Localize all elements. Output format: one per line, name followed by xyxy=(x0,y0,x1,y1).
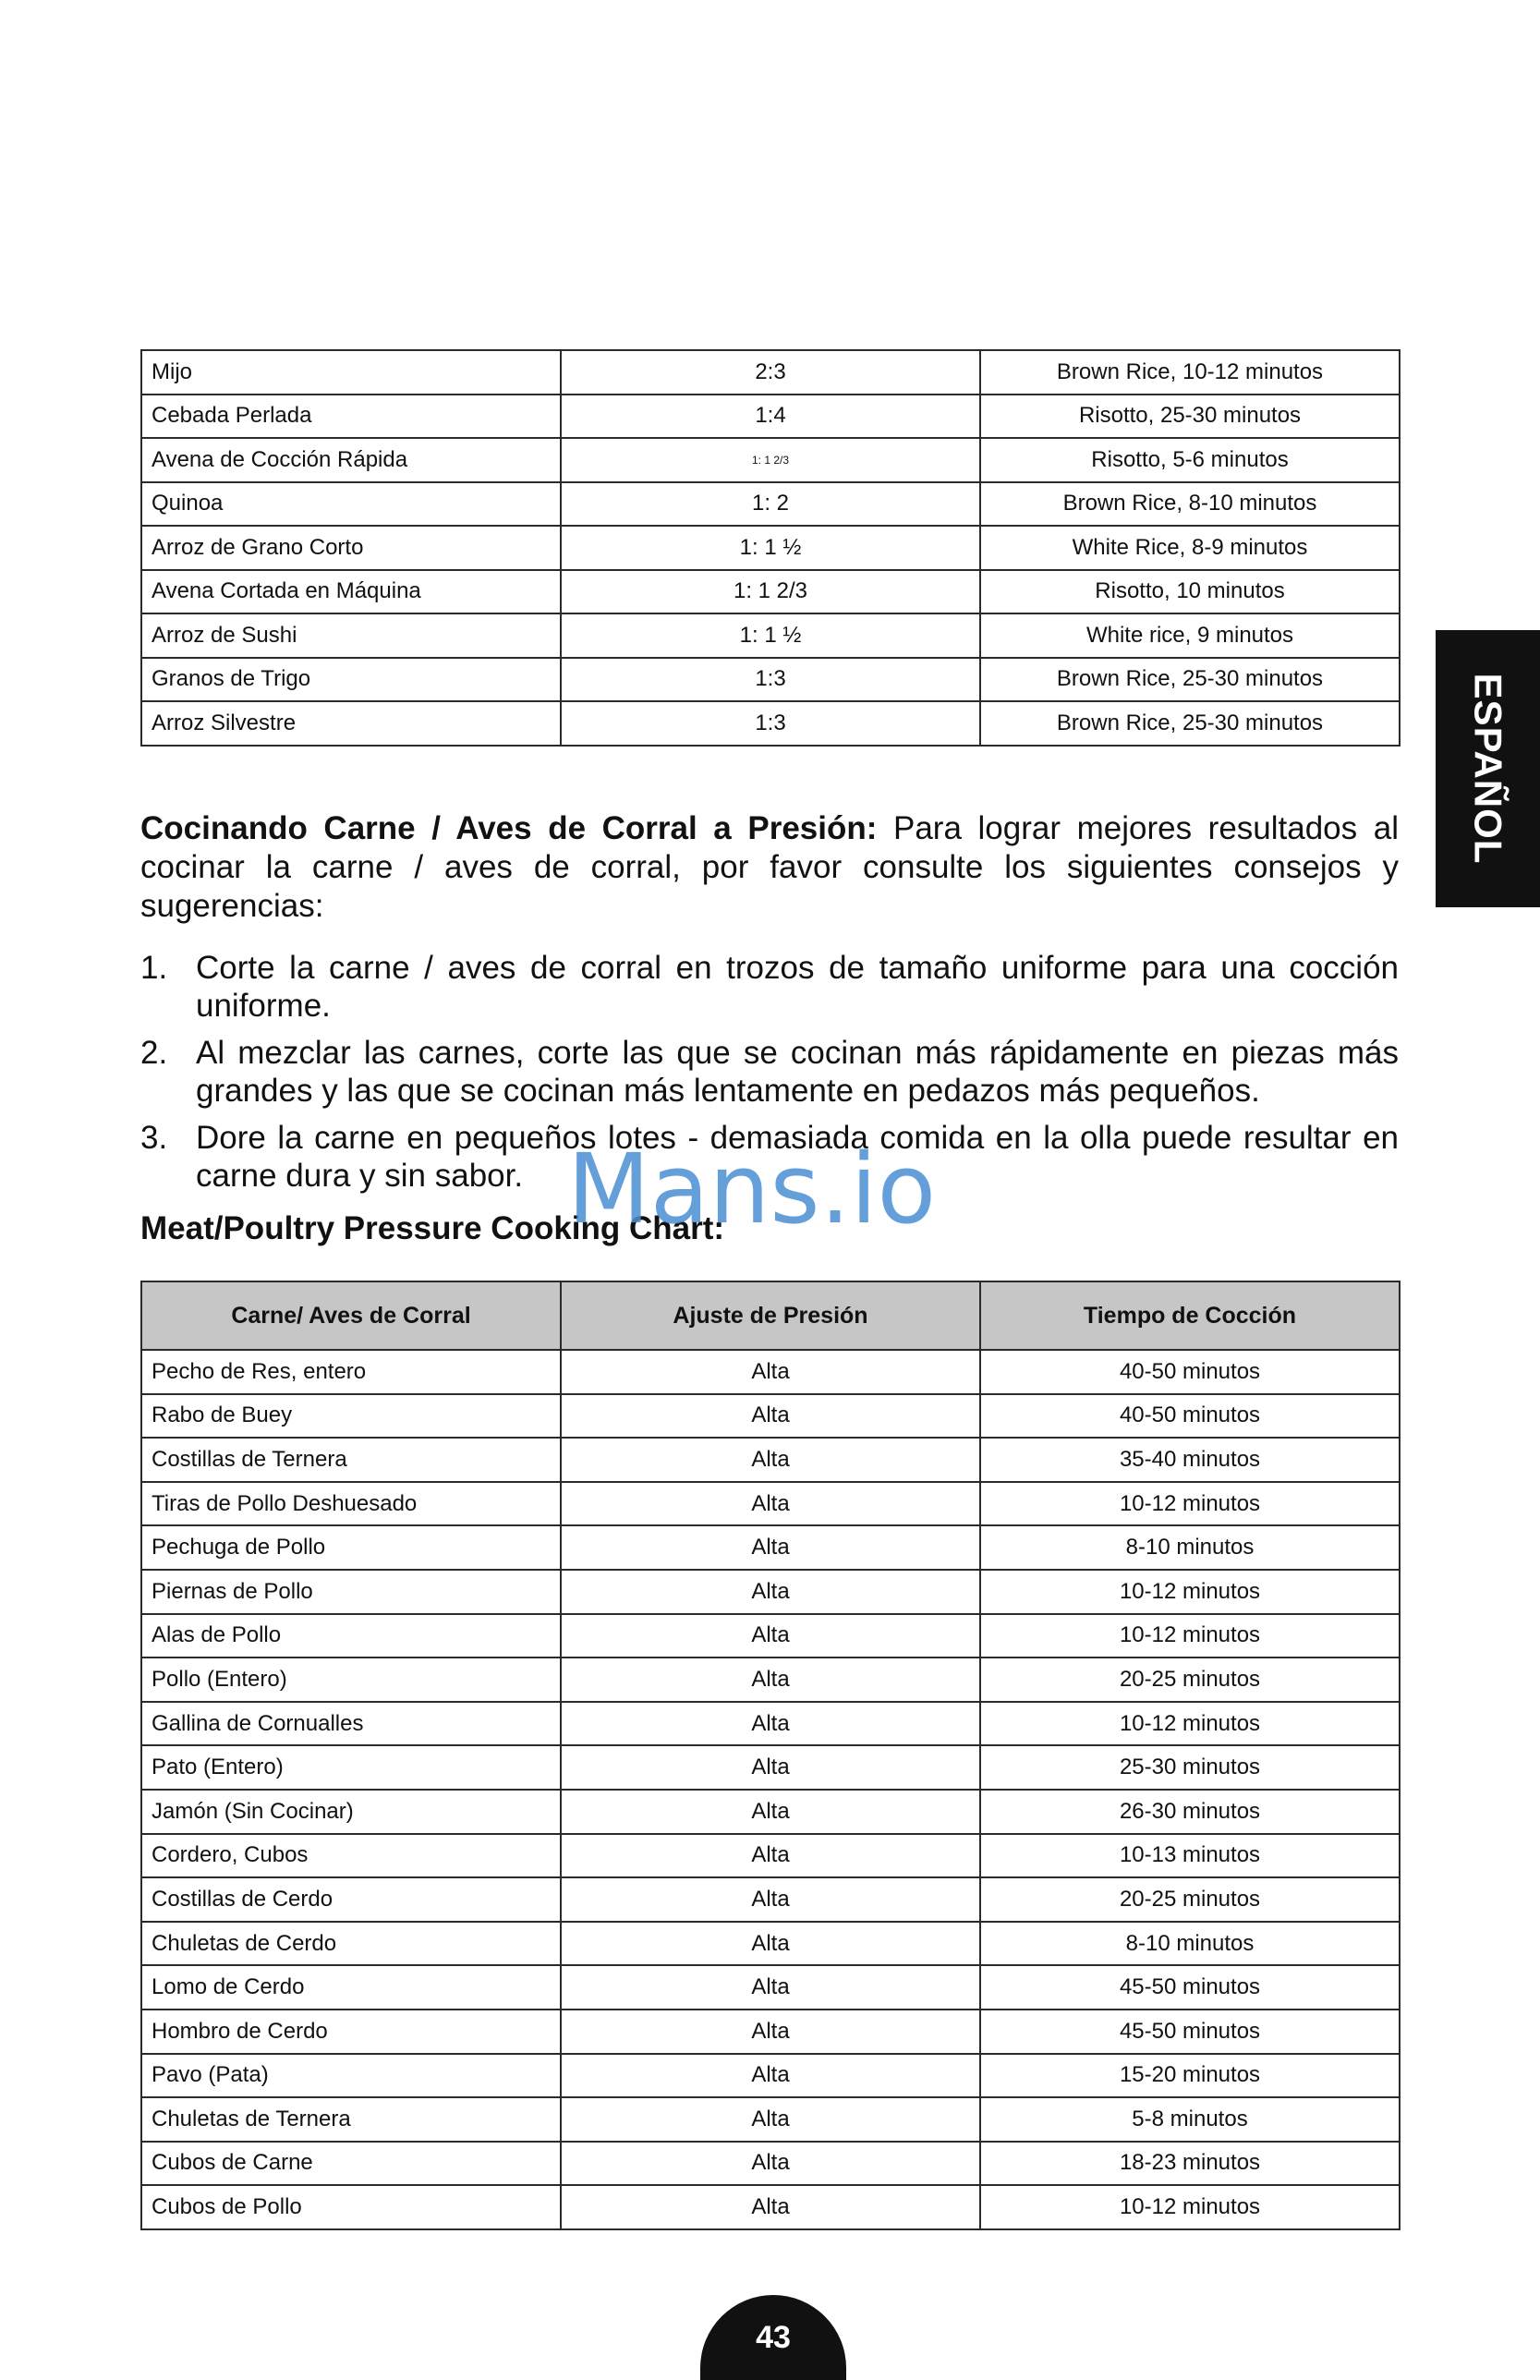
table-cell: 2:3 xyxy=(561,350,980,395)
table-cell: Alta xyxy=(561,1350,980,1394)
table-cell: 1:4 xyxy=(561,395,980,439)
table-cell: Tiras de Pollo Deshuesado xyxy=(141,1482,561,1526)
table-cell: 10-12 minutos xyxy=(980,1482,1400,1526)
table-row xyxy=(141,2054,1400,2098)
table-cell: Alta xyxy=(561,2097,980,2142)
list-item-number: 2. xyxy=(140,1035,168,1071)
table-cell: 40-50 minutos xyxy=(980,1350,1400,1394)
meat-intro-text: Para lograr mejores resultados al cocinar la carne / aves de corral, por favor consulte los siguientes consejos y sugerencias: xyxy=(140,810,1399,924)
table-row xyxy=(141,1438,1400,1482)
table-row xyxy=(141,1834,1400,1878)
table-cell: Cordero, Cubos xyxy=(141,1834,561,1878)
table-cell: Alta xyxy=(561,1922,980,1966)
table-header-row xyxy=(141,1281,1400,1350)
table-cell: 20-25 minutos xyxy=(980,1658,1400,1702)
table-row xyxy=(141,570,1400,614)
meat-intro-paragraph xyxy=(140,809,1399,926)
table-cell: 1: 2 xyxy=(561,482,980,527)
table-cell: Alta xyxy=(561,1394,980,1439)
table-cell: Costillas de Ternera xyxy=(141,1438,561,1482)
table-cell: 10-13 minutos xyxy=(980,1834,1400,1878)
table-cell: Lomo de Cerdo xyxy=(141,1965,561,2010)
table-cell: Pavo (Pata) xyxy=(141,2054,561,2098)
table-row xyxy=(141,1745,1400,1790)
table-cell: Pato (Entero) xyxy=(141,1745,561,1790)
table-cell: 1:3 xyxy=(561,701,980,746)
table-row xyxy=(141,350,1400,395)
table-cell: 8-10 minutos xyxy=(980,1922,1400,1966)
table-cell: 5-8 minutos xyxy=(980,2097,1400,2142)
table-cell: 35-40 minutos xyxy=(980,1438,1400,1482)
table-cell: Alta xyxy=(561,1482,980,1526)
table-cell: Risotto, 5-6 minutos xyxy=(980,438,1400,482)
table-cell: 20-25 minutos xyxy=(980,1877,1400,1922)
table-row xyxy=(141,1482,1400,1526)
table-cell: 10-12 minutos xyxy=(980,1570,1400,1614)
table-row xyxy=(141,2185,1400,2229)
table-cell: Alta xyxy=(561,1570,980,1614)
table-cell: 45-50 minutos xyxy=(980,1965,1400,2010)
table-row xyxy=(141,1658,1400,1702)
table-cell: Arroz Silvestre xyxy=(141,701,561,746)
table-cell: Alta xyxy=(561,1525,980,1570)
table-cell: Alta xyxy=(561,2010,980,2054)
table-cell: 15-20 minutos xyxy=(980,2054,1400,2098)
table-cell: Arroz de Sushi xyxy=(141,613,561,658)
header-pressure-setting: Ajuste de Presión xyxy=(561,1281,980,1350)
table-cell: Alta xyxy=(561,1438,980,1482)
table-cell: Piernas de Pollo xyxy=(141,1570,561,1614)
table-cell: Alta xyxy=(561,1965,980,2010)
table-cell: 10-12 minutos xyxy=(980,1614,1400,1658)
header-meat: Carne/ Aves de Corral xyxy=(141,1281,561,1350)
list-item-number: 1. xyxy=(140,950,168,986)
table-cell: 40-50 minutos xyxy=(980,1394,1400,1439)
page-number-badge xyxy=(700,2295,846,2380)
table-cell: Brown Rice, 25-30 minutos xyxy=(980,701,1400,746)
table-cell: Gallina de Cornualles xyxy=(141,1702,561,1746)
table-row xyxy=(141,2142,1400,2186)
table-cell: Alta xyxy=(561,1790,980,1834)
meat-chart-title: Meat/Poultry Pressure Cooking Chart: xyxy=(140,1210,725,1246)
table-cell: Alas de Pollo xyxy=(141,1614,561,1658)
table-row xyxy=(141,1702,1400,1746)
table-cell: Alta xyxy=(561,1877,980,1922)
table-cell: Pollo (Entero) xyxy=(141,1658,561,1702)
table-cell: Hombro de Cerdo xyxy=(141,2010,561,2054)
page-number: 43 xyxy=(756,2319,791,2355)
table-cell: White Rice, 8-9 minutos xyxy=(980,526,1400,570)
meat-intro-heading: Cocinando Carne / Aves de Corral a Presión: xyxy=(140,810,878,846)
table-row xyxy=(141,1525,1400,1570)
list-item-text: Dore la carne en pequeños lotes - demasiada comida en la olla puede resultar en carne dura y sin sabor. xyxy=(196,1120,1399,1194)
table-row xyxy=(141,1614,1400,1658)
header-cooking-time: Tiempo de Cocción xyxy=(980,1281,1400,1350)
table-cell: 25-30 minutos xyxy=(980,1745,1400,1790)
table-row xyxy=(141,395,1400,439)
grains-ratio-table xyxy=(140,349,1401,747)
table-row xyxy=(141,438,1400,482)
table-row xyxy=(141,1790,1400,1834)
list-item xyxy=(140,949,1399,1025)
table-cell: Avena Cortada en Máquina xyxy=(141,570,561,614)
table-cell: 1:3 xyxy=(561,658,980,702)
table-cell: Mijo xyxy=(141,350,561,395)
table-cell: Brown Rice, 8-10 minutos xyxy=(980,482,1400,527)
language-tab-label: ESPAÑOL xyxy=(1466,673,1510,865)
table-cell: Avena de Cocción Rápida xyxy=(141,438,561,482)
table-cell: Quinoa xyxy=(141,482,561,527)
table-cell: Cebada Perlada xyxy=(141,395,561,439)
table-row xyxy=(141,701,1400,746)
table-row xyxy=(141,613,1400,658)
table-row xyxy=(141,658,1400,702)
table-cell: 18-23 minutos xyxy=(980,2142,1400,2186)
table-row xyxy=(141,2097,1400,2142)
table-row xyxy=(141,1570,1400,1614)
language-tab xyxy=(1436,630,1540,907)
meat-table-body xyxy=(141,1350,1400,2229)
table-cell: Chuletas de Ternera xyxy=(141,2097,561,2142)
table-cell: Jamón (Sin Cocinar) xyxy=(141,1790,561,1834)
table-row xyxy=(141,1965,1400,2010)
table-cell: Pecho de Res, entero xyxy=(141,1350,561,1394)
meat-poultry-cooking-table xyxy=(140,1281,1401,2230)
table-row xyxy=(141,1394,1400,1439)
grains-table-body xyxy=(141,350,1400,746)
table-cell: 8-10 minutos xyxy=(980,1525,1400,1570)
list-item-text: Corte la carne / aves de corral en trozos de tamaño uniforme para una cocción uniforme. xyxy=(196,950,1399,1024)
table-cell: 26-30 minutos xyxy=(980,1790,1400,1834)
table-cell: Alta xyxy=(561,2142,980,2186)
list-item-number: 3. xyxy=(140,1120,168,1156)
table-cell: Cubos de Carne xyxy=(141,2142,561,2186)
table-cell: Risotto, 25-30 minutos xyxy=(980,395,1400,439)
table-cell: Cubos de Pollo xyxy=(141,2185,561,2229)
table-cell: Alta xyxy=(561,1745,980,1790)
table-row xyxy=(141,526,1400,570)
table-cell: 1: 1 ½ xyxy=(561,526,980,570)
table-cell: Chuletas de Cerdo xyxy=(141,1922,561,1966)
table-cell: 10-12 minutos xyxy=(980,1702,1400,1746)
table-cell: Brown Rice, 25-30 minutos xyxy=(980,658,1400,702)
table-row xyxy=(141,1350,1400,1394)
table-cell: 1: 1 2/3 xyxy=(561,438,980,482)
table-cell: White rice, 9 minutos xyxy=(980,613,1400,658)
list-item-text: Al mezclar las carnes, corte las que se cocinan más rápidamente en piezas más grandes y las que se cocinan más lentamente en pedazos más pequeños. xyxy=(196,1035,1399,1109)
table-cell: Costillas de Cerdo xyxy=(141,1877,561,1922)
table-cell: 1: 1 ½ xyxy=(561,613,980,658)
list-item xyxy=(140,1034,1399,1110)
table-row xyxy=(141,1922,1400,1966)
table-cell: 10-12 minutos xyxy=(980,2185,1400,2229)
table-cell: Alta xyxy=(561,1614,980,1658)
table-row xyxy=(141,482,1400,527)
table-cell: 1: 1 2/3 xyxy=(561,570,980,614)
table-cell: Granos de Trigo xyxy=(141,658,561,702)
table-cell: Alta xyxy=(561,1834,980,1878)
table-cell: Rabo de Buey xyxy=(141,1394,561,1439)
table-cell: Pechuga de Pollo xyxy=(141,1525,561,1570)
table-cell: Alta xyxy=(561,1702,980,1746)
table-cell: Alta xyxy=(561,1658,980,1702)
table-cell: Alta xyxy=(561,2054,980,2098)
table-cell: 45-50 minutos xyxy=(980,2010,1400,2054)
table-cell: Risotto, 10 minutos xyxy=(980,570,1400,614)
table-row xyxy=(141,2010,1400,2054)
table-cell: Alta xyxy=(561,2185,980,2229)
table-cell: Arroz de Grano Corto xyxy=(141,526,561,570)
watermark: Mans.io xyxy=(567,1133,937,1245)
table-cell: Brown Rice, 10-12 minutos xyxy=(980,350,1400,395)
table-row xyxy=(141,1877,1400,1922)
